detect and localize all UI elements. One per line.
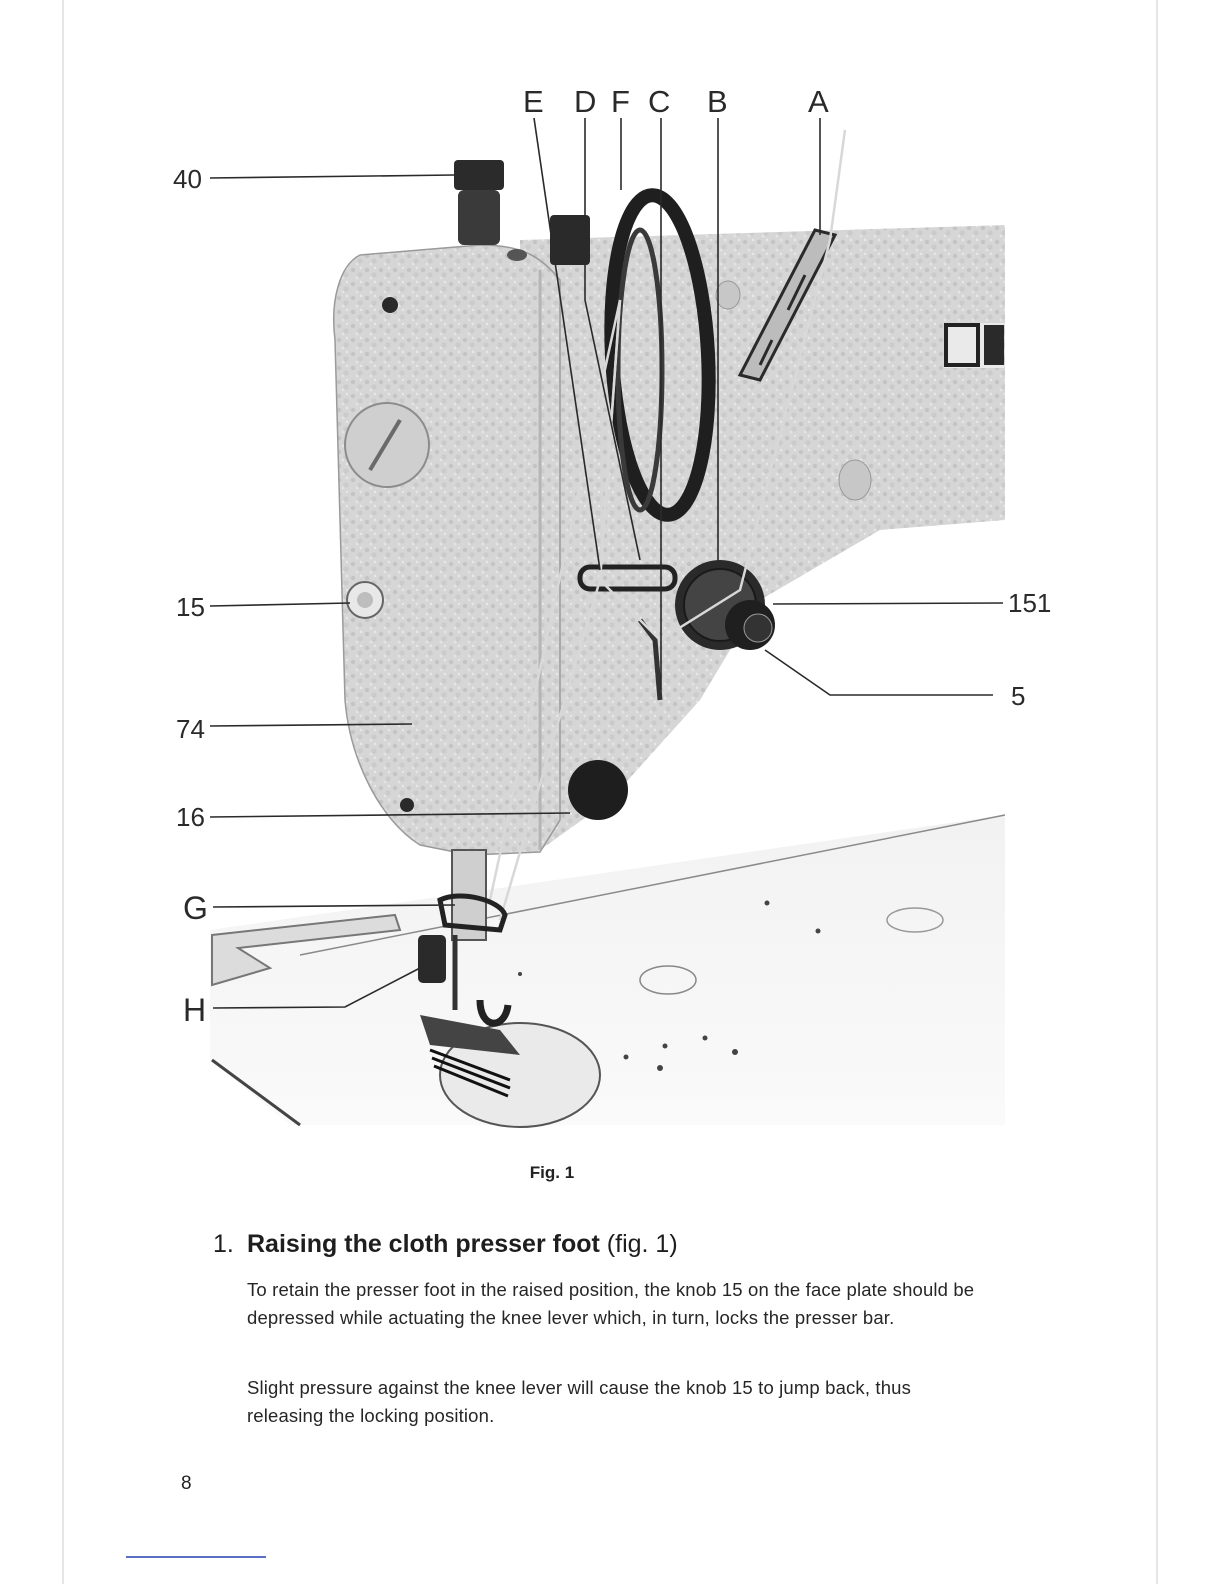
callout-f: F [611, 84, 630, 119]
paragraph-2: Slight pressure against the knee lever will cause the knob 15 to jump back, thus releasing the locking position. [247, 1377, 911, 1426]
callout-151: 151 [1008, 588, 1052, 618]
figure-caption: Fig. 1 [529, 1163, 575, 1182]
brand-logo [944, 323, 1004, 368]
machine-arm [520, 225, 1005, 850]
callout-d: D [574, 84, 597, 119]
footer-rule [126, 1556, 266, 1558]
machine-table [210, 815, 1005, 1125]
section-figure-ref: (fig. 1) [606, 1230, 678, 1258]
callout-c: C [648, 84, 671, 119]
section-heading [213, 1230, 678, 1259]
paragraph-1: To retain the presser foot in the raised position, the knob 15 on the face plate should be depressed while actuating the knee lever which, in turn, locks the presser bar. [247, 1279, 975, 1328]
face-plate [334, 245, 560, 855]
callout-a: A [808, 84, 829, 119]
callout-40: 40 [173, 164, 202, 194]
callout-b: B [707, 84, 728, 119]
section-number: 1. [213, 1230, 234, 1258]
callout-g: G [183, 890, 208, 926]
callout-h: H [183, 992, 207, 1028]
callout-74: 74 [176, 714, 205, 744]
callout-15: 15 [176, 592, 205, 622]
section-title: Raising the cloth presser foot [247, 1230, 600, 1258]
presser-regulating-screw-40 [454, 160, 504, 190]
callout-16: 16 [176, 802, 205, 832]
callout-5: 5 [1011, 681, 1026, 711]
page-number: 8 [181, 1473, 192, 1494]
oil-hole-16 [568, 760, 628, 820]
callout-e: E [523, 84, 544, 119]
